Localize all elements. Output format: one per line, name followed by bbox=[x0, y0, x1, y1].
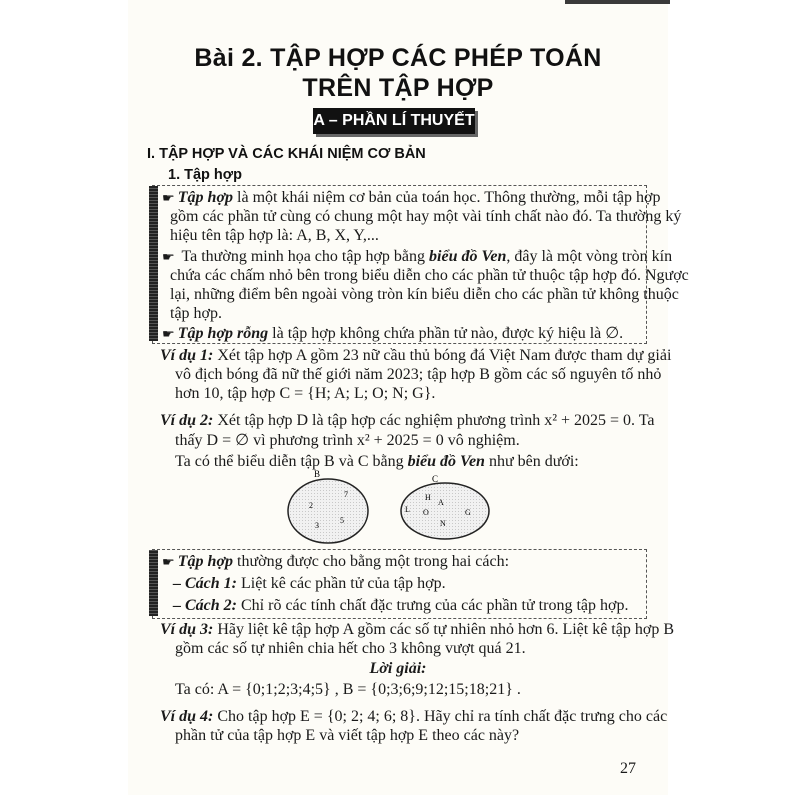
box1-line-2: gồm các phần tử cùng có chung một hay một vài tính chất nào đó. Ta thường ký bbox=[170, 208, 682, 225]
venn-c-label: C bbox=[432, 474, 439, 484]
box2-line-1: ☛ Tập hợp thường được cho bằng một trong hai cách: bbox=[161, 553, 510, 570]
pointing-hand-icon: ☛ bbox=[161, 555, 175, 569]
box1-line-6: lại, những điểm bên ngoài vòng tròn kín biểu diễn cho các phần tử không thuộc bbox=[170, 286, 679, 303]
example2-line-2: thấy D = ∅ vì phương trình x² + 2025 = 0 vô nghiệm. bbox=[175, 432, 520, 449]
venn-c-element: A bbox=[438, 498, 444, 507]
example3-answer: Ta có: A = {0;1;2;3;4;5} , B = {0;3;6;9;12;15;18;21} . bbox=[175, 681, 521, 698]
box1-line-1: ☛ Tập hợp là một khái niệm cơ bản của toán học. Thông thường, mỗi tập hợp bbox=[161, 189, 661, 206]
page-title-line-1: Bài 2. TẬP HỢP CÁC PHÉP TOÁN bbox=[194, 44, 602, 72]
pointing-hand-icon: ☛ bbox=[161, 327, 175, 341]
venn-c-element: N bbox=[440, 519, 446, 528]
subheading: 1. Tập hợp bbox=[168, 167, 242, 183]
example1-line-2: vô địch bóng đã nữ thế giới năm 2023; tập hợp B gồm các số nguyên tố nhỏ bbox=[175, 366, 662, 383]
example3-line-2: gồm các số tự nhiên chia hết cho 3 không vượt quá 21. bbox=[175, 640, 526, 657]
box2-method-2: – Cách 2: Chỉ rõ các tính chất đặc trưng của các phần tử trong tập hợp. bbox=[173, 597, 629, 614]
example3-line-1: Ví dụ 3: Hãy liệt kê tập hợp A gồm các số tự nhiên nhỏ hơn 6. Liệt kê tập hợp B bbox=[160, 621, 674, 638]
example2-line-3: Ta có thể biểu diễn tập B và C bằng biểu đồ Ven như bên dưới: bbox=[175, 453, 579, 470]
venn-b-element: 5 bbox=[340, 516, 344, 525]
page-title-line-2: TRÊN TẬP HỢP bbox=[302, 74, 494, 102]
box-side-bar bbox=[149, 550, 158, 616]
venn-c-element: O bbox=[423, 508, 429, 517]
box-side-bar bbox=[149, 186, 158, 341]
venn-b-label: B bbox=[314, 469, 321, 479]
venn-b-element: 2 bbox=[309, 501, 313, 510]
venn-c-element: G bbox=[465, 508, 471, 517]
box1-line-8: ☛ Tập hợp rỗng là tập hợp không chứa phần tử nào, được ký hiệu là ∅. bbox=[161, 325, 624, 342]
example4-line-2: phần tử của tập hợp E và viết tập hợp E theo các này? bbox=[175, 727, 520, 744]
box1-line-3: hiệu tên tập hợp là: A, B, X, Y,... bbox=[170, 227, 379, 244]
venn-b-element: 3 bbox=[315, 521, 319, 530]
example1-line-1: Ví dụ 1: Xét tập hợp A gồm 23 nữ cầu thủ bóng đá Việt Nam được tham dự giải bbox=[160, 347, 672, 364]
pointing-hand-icon: ☛ bbox=[161, 250, 175, 264]
section-banner: A – PHẦN LÍ THUYẾT bbox=[313, 108, 475, 134]
venn-diagrams bbox=[280, 465, 510, 550]
venn-b-element: 7 bbox=[344, 490, 348, 499]
top-rule bbox=[565, 0, 670, 4]
box1-line-5: chứa các chấm nhỏ bên trong biểu diễn cho các phần tử thuộc tập hợp đó. Ngược bbox=[170, 267, 689, 284]
box1-line-4: ☛ Ta thường minh họa cho tập hợp bằng biểu đồ Ven, đây là một vòng tròn kín bbox=[161, 248, 673, 265]
venn-set-b bbox=[288, 469, 368, 543]
example1-line-3: hơn 10, tập hợp C = {H; A; L; O; N; G}. bbox=[175, 385, 436, 402]
venn-c-element: L bbox=[405, 505, 410, 514]
section-heading: I. TẬP HỢP VÀ CÁC KHÁI NIỆM CƠ BẢN bbox=[147, 146, 426, 162]
example4-line-1: Ví dụ 4: Cho tập hợp E = {0; 2; 4; 6; 8}. Hãy chỉ ra tính chất đặc trưng cho các bbox=[160, 708, 668, 725]
solution-heading: Lời giải: bbox=[369, 660, 427, 677]
box2-method-1: – Cách 1: Liệt kê các phần tử của tập hợp. bbox=[173, 575, 446, 592]
venn-c-element: H bbox=[425, 493, 431, 502]
box1-line-7: tập hợp. bbox=[170, 305, 223, 322]
venn-set-c bbox=[401, 474, 489, 539]
pointing-hand-icon: ☛ bbox=[161, 191, 175, 205]
page-number: 27 bbox=[620, 760, 636, 777]
example2-line-1: Ví dụ 2: Xét tập hợp D là tập hợp các nghiệm phương trình x² + 2025 = 0. Ta bbox=[160, 412, 655, 429]
